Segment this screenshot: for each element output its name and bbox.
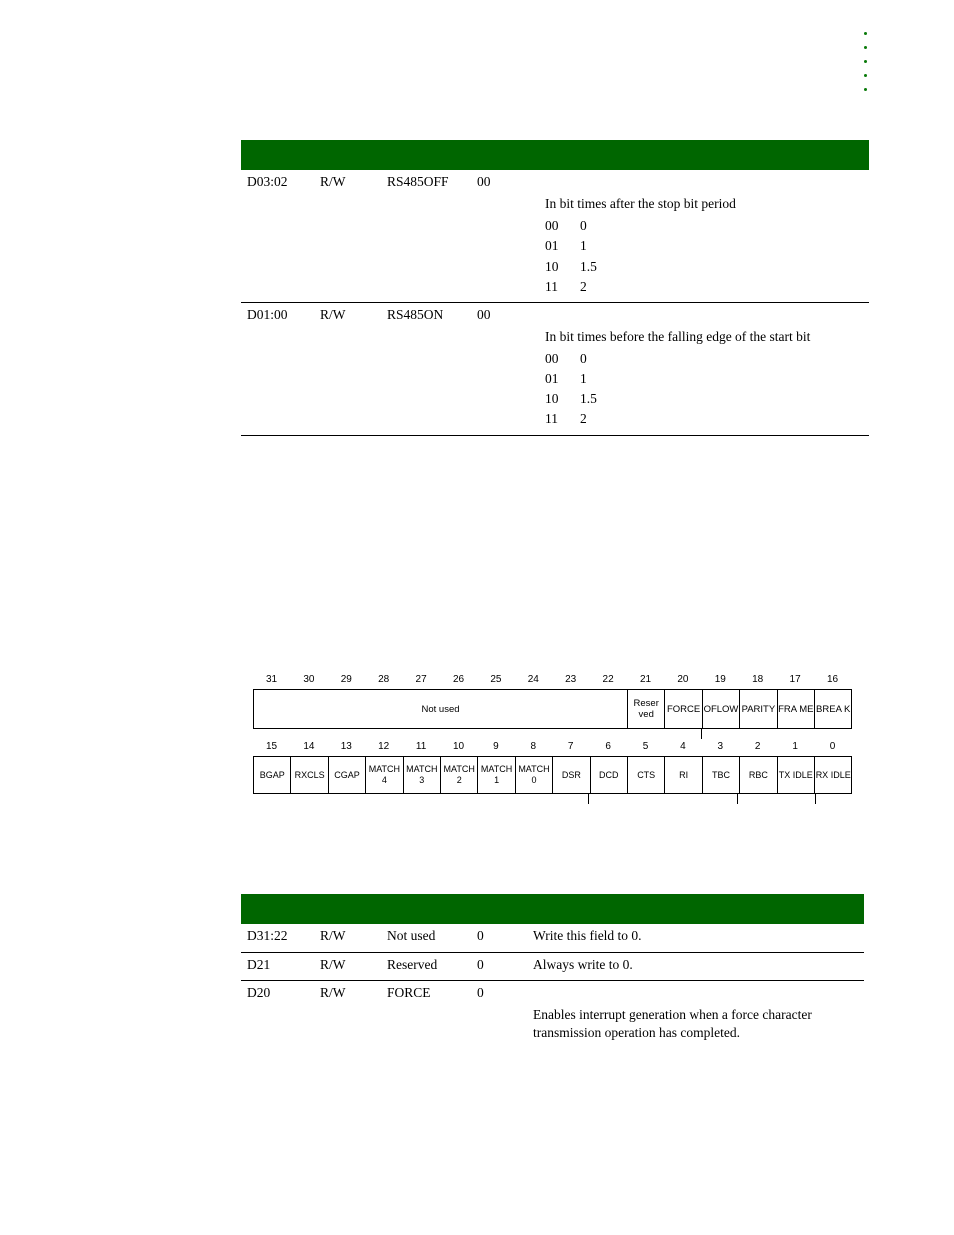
value-code: 00 [545,351,559,366]
reset-cell: 0 [477,985,484,1000]
bit-number: 9 [493,741,499,752]
bit-number: 28 [378,674,390,685]
bit-number: 10 [452,741,465,752]
dot-marker [864,88,867,91]
value-code: 11 [545,411,558,426]
bit-number: 21 [639,674,652,685]
value-code: 01 [545,371,559,386]
value-meaning: 0 [580,218,587,233]
bit-number: 8 [530,741,537,752]
bit-number: 2 [754,741,761,752]
bits-cell: D31:22 [247,928,288,943]
bits-cell: D20 [247,985,271,1000]
tick-mark [815,794,816,804]
bit-number: 1 [792,741,798,752]
bit-number: 17 [789,674,801,685]
access-cell: R/W [320,174,346,189]
value-code: 00 [545,218,559,233]
value-meaning: 1.5 [580,391,597,406]
tick-mark [777,756,778,794]
bit-number: 12 [378,741,390,752]
register-field: MATCH 3 [403,756,441,794]
value-code: 10 [545,259,559,274]
value-meaning: 0 [580,351,587,366]
tick-mark [588,794,589,804]
bits-cell: D21 [247,957,271,972]
register-field: MATCH 1 [477,756,515,794]
dot-marker [864,60,867,63]
register-field: DSR [552,756,590,794]
bit-number: 6 [605,741,611,752]
description-cell: Always write to 0. [533,957,633,972]
register-field: MATCH 0 [515,756,553,794]
register-field: BGAP [253,756,291,794]
value-code: 11 [545,279,558,294]
bit-number: 22 [602,674,614,685]
value-meaning: 1 [580,238,587,253]
description-text: In bit times after the stop bit period [545,196,736,211]
bit-number: 29 [340,674,352,685]
bit-number: 15 [265,741,278,752]
register-field: OFLOW [702,689,740,729]
register-field: BREA K [814,689,852,729]
bit-number: 16 [826,674,839,685]
register-field: RXCLS [290,756,328,794]
row-divider [241,952,864,953]
bit-number: 26 [452,674,465,685]
bit-number: 5 [642,741,649,752]
bit-number: 14 [303,741,315,752]
access-cell: R/W [320,985,346,1000]
value-meaning: 1.5 [580,259,597,274]
bit-number: 19 [714,674,726,685]
description-cell: Write this field to 0. [533,928,642,943]
table1-header-bar [241,140,869,170]
bit-number: 11 [415,741,427,752]
dot-marker [864,74,867,77]
register-field: RX IDLE [814,756,852,794]
register-field: RBC [739,756,777,794]
mnemonic-cell: Not used [387,928,436,943]
mnemonic-cell: FORCE [387,985,431,1000]
bit-number: 7 [567,741,574,752]
register-field: Not used [253,689,628,729]
register-field: FRA ME [777,689,815,729]
reset-cell: 0 [477,928,484,943]
bit-number: 13 [340,741,352,752]
reset-cell: 0 [477,957,484,972]
bit-number: 30 [303,674,315,685]
dot-marker [864,32,867,35]
row-divider [241,980,864,981]
tick-mark [701,729,702,739]
value-meaning: 2 [580,411,587,426]
row-divider [241,435,869,436]
table2-header-bar [241,894,864,924]
register-field: MATCH 2 [440,756,478,794]
tick-mark [737,794,738,804]
margin-dots [862,32,870,102]
bit-number: 4 [680,741,686,752]
register-field: DCD [590,756,628,794]
bit-number: 18 [752,674,764,685]
value-code: 10 [545,391,559,406]
access-cell: R/W [320,307,346,322]
bits-cell: D03:02 [247,174,288,189]
register-field: CGAP [328,756,366,794]
bit-number: 0 [829,741,836,752]
register-field: TBC [702,756,740,794]
register-field: CTS [627,756,665,794]
access-cell: R/W [320,957,346,972]
dot-marker [864,46,867,49]
bit-number: 20 [677,674,689,685]
bit-number: 24 [527,674,539,685]
bit-number: 3 [717,741,724,752]
register-field: FORCE [664,689,702,729]
register-field: PARITY [739,689,777,729]
bit-number: 23 [565,674,577,685]
register-field: MATCH 4 [365,756,403,794]
bits-cell: D01:00 [247,307,288,322]
mnemonic-cell: RS485OFF [387,174,449,189]
description-text: Enables interrupt generation when a force character transmission operation has completed. [533,1007,812,1040]
value-meaning: 2 [580,279,587,294]
value-meaning: 1 [580,371,587,386]
reset-cell: 00 [477,307,491,322]
bit-number: 31 [265,674,278,685]
register-field: Reser ved [627,689,665,729]
bit-number: 27 [415,674,427,685]
description-text: In bit times before the falling edge of the start bit [545,329,811,344]
register-field: TX IDLE [777,756,815,794]
reset-cell: 00 [477,174,491,189]
value-code: 01 [545,238,559,253]
bit-number: 25 [490,674,502,685]
mnemonic-cell: Reserved [387,957,438,972]
access-cell: R/W [320,928,346,943]
register-field: RI [664,756,702,794]
mnemonic-cell: RS485ON [387,307,444,322]
row-divider [241,302,869,303]
